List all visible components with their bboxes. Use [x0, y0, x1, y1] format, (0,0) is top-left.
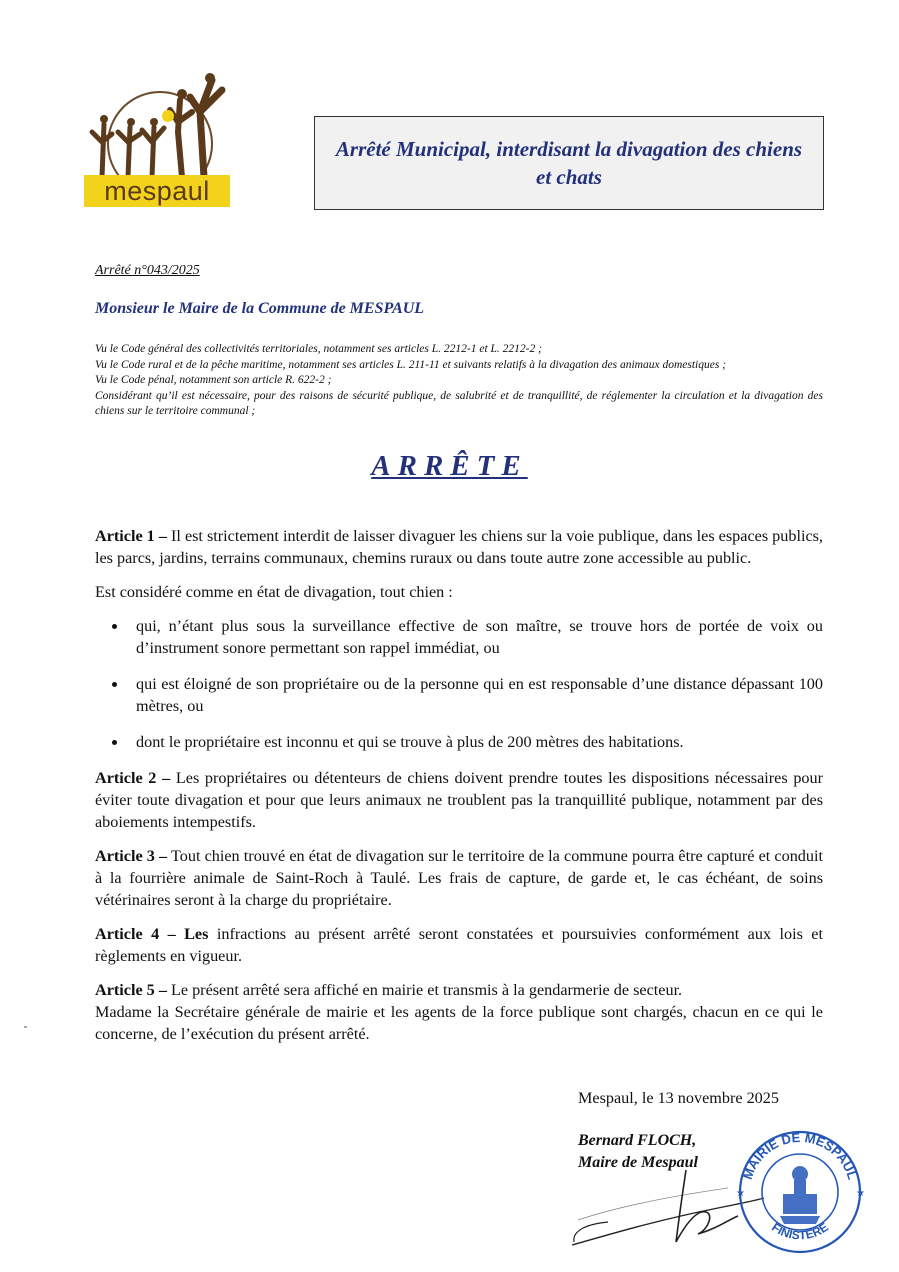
list-item: • qui est éloigné de son propriétaire ou de la personne qui en est responsable d’une distance dépassant 100 mètres, ou	[128, 673, 823, 717]
divagation-list	[95, 615, 823, 753]
mespaul-logo	[82, 72, 234, 208]
svg-text:★: ★	[736, 1188, 745, 1199]
article-1-label: Article 1 –	[95, 527, 167, 545]
article-5-label: Article 5 –	[95, 981, 167, 999]
vu-line: Vu le Code pénal, notamment son article R. 622-2 ;	[95, 374, 332, 386]
article-4-label: Article 4 – Les	[95, 925, 209, 943]
vu-line: Vu le Code général des collectivités territoriales, notamment ses articles L. 2212-1 et L. 2212-2 ;	[95, 343, 542, 355]
mairie-seal-icon	[728, 1124, 873, 1254]
logo-text: mespaul	[84, 175, 230, 207]
arrete-heading: ARRÊTE	[371, 450, 528, 482]
article-1-text: Il est strictement interdit de laisser divaguer les chiens sur la voie publique, dans les espaces publics, les parcs, jardins, terrains communaux, chemins ruraux ou dans toute autre zone accessible au public.	[95, 527, 823, 567]
seal-top-text: MAIRIE DE MESPAUL	[739, 1129, 861, 1182]
legal-references	[95, 342, 823, 420]
maire-heading: Monsieur le Maire de la Commune de MESPAUL	[95, 300, 425, 317]
article-4	[95, 923, 823, 967]
title-box	[314, 116, 824, 210]
vu-line: Considérant qu’il est nécessaire, pour des raisons de sécurité publique, de salubrité et de tranquillité, de réglementer la circulation et la divagation des chiens sur le territoire communal ;	[95, 389, 823, 417]
signer-name: Bernard FLOCH,	[578, 1132, 697, 1149]
article-3	[95, 845, 823, 911]
list-item: • qui, n’étant plus sous la surveillance effective de son maître, se trouve hors de portée de voix ou d’instrument sonore permettant son rappel immédiat, ou	[128, 615, 823, 659]
article-1	[95, 525, 823, 569]
article-2	[95, 767, 823, 833]
seal-bottom-text: FINISTERE	[769, 1219, 831, 1243]
signer-role: Maire de Mespaul	[578, 1154, 698, 1171]
article-5-text: Le présent arrêté sera affiché en mairie et transmis à la gendarmerie de secteur.	[166, 981, 683, 999]
svg-text:★: ★	[856, 1188, 865, 1199]
divagation-intro: Est considéré comme en état de divagation, tout chien :	[95, 583, 453, 601]
document-title: Arrêté Municipal, interdisant la divagation des chiens et chats	[335, 137, 803, 189]
article-5-text-2: Madame la Secrétaire générale de mairie et les agents de la force publique sont chargés, chacun en ce qui le concerne, de l’exécution du présent arrêté.	[95, 1003, 823, 1043]
arrete-number: Arrêté n°043/2025	[95, 263, 200, 278]
article-3-text: Tout chien trouvé en état de divagation sur le territoire de la commune pourra être capturé et conduit à la fourrière animale de Saint-Roch à Taulé. Les frais de capture, de garde et, le cas échéant, de soins vétérinaires seront à la charge du propriétaire.	[95, 847, 823, 909]
vu-line: Vu le Code rural et de la pêche maritime, notamment ses articles L. 211-11 et suivants relatifs à la divagation des animaux domestiques ;	[95, 358, 727, 371]
article-3-label: Article 3 –	[95, 847, 168, 865]
articles	[95, 525, 823, 1057]
date-line: Mespaul, le 13 novembre 2025	[578, 1089, 779, 1107]
logo-figures-icon	[82, 72, 234, 182]
article-2-label: Article 2 –	[95, 769, 171, 787]
article-4-text: infractions au présent arrêté seront constatées et poursuivies conformément aux lois et règlements en vigueur.	[95, 925, 823, 965]
article-2-text: Les propriétaires ou détenteurs de chiens doivent prendre toutes les dispositions nécessaires pour éviter toute divagation et pour que leurs animaux ne troublent pas la tranquillité publique, notamment par des aboiements intempestifs.	[95, 769, 823, 831]
list-item: • dont le propriétaire est inconnu et qui se trouve à plus de 200 mètres des habitations.	[128, 731, 823, 753]
scan-mark	[24, 1026, 27, 1028]
article-5	[95, 979, 823, 1045]
